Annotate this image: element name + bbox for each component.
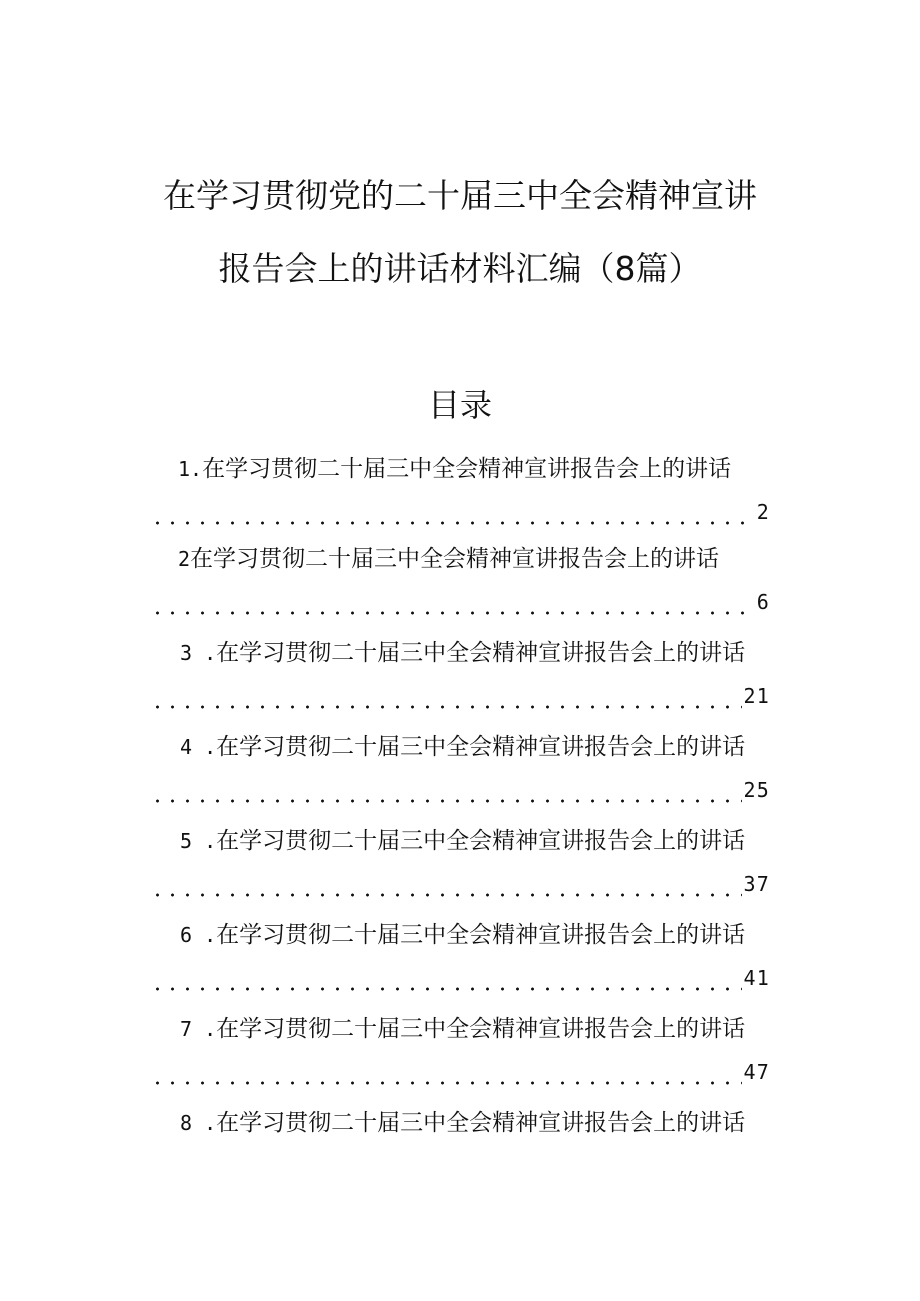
toc-entry-number: 4 . (180, 735, 217, 759)
toc-entry-number: 2 (178, 547, 191, 571)
toc-entry-title (178, 455, 731, 483)
document-title-line-2: 报告会上的讲话材料汇编（8篇） (218, 249, 702, 288)
toc-entry-number: 6 . (180, 923, 217, 947)
toc-entry-text: 在学习贯彻二十届三中全会精神宣讲报告会上的讲话 (216, 734, 746, 760)
toc-entry-1[interactable] (0, 455, 920, 549)
dot-leader (150, 965, 742, 991)
toc-entry-title (180, 639, 745, 667)
toc-leader-row (150, 777, 770, 803)
toc-entry-text: 在学习贯彻二十届三中全会精神宣讲报告会上的讲话 (190, 546, 720, 572)
toc-heading: 目录 (427, 386, 492, 424)
dot-leader (150, 1059, 742, 1085)
toc-entry-title (180, 827, 745, 855)
toc-entry-4[interactable] (0, 733, 920, 827)
toc-page-number: 6 (756, 590, 770, 614)
toc-page-number: 21 (743, 684, 770, 708)
toc-entry-text: 在学习贯彻二十届三中全会精神宣讲报告会上的讲话 (216, 640, 746, 666)
toc-entry-title (180, 1015, 745, 1043)
toc-leader-row (150, 499, 770, 525)
toc-leader-row (150, 1059, 770, 1085)
toc-entry-2[interactable] (0, 545, 920, 639)
toc-leader-row (150, 683, 770, 709)
toc-entry-title (180, 733, 745, 761)
toc-page-number: 37 (743, 872, 770, 896)
dot-leader (150, 499, 755, 525)
dot-leader (150, 777, 742, 803)
toc-leader-row (150, 965, 770, 991)
toc-entry-text: 在学习贯彻二十届三中全会精神宣讲报告会上的讲话 (216, 1110, 746, 1136)
toc-entry-3[interactable] (0, 639, 920, 733)
toc-page-number: 47 (743, 1060, 770, 1084)
toc-entry-number: 7 . (180, 1017, 217, 1041)
dot-leader (150, 589, 755, 615)
toc-leader-row (150, 871, 770, 897)
toc-page-number: 2 (756, 500, 770, 524)
toc-entry-7[interactable] (0, 1015, 920, 1109)
toc-entry-text: 在学习贯彻二十届三中全会精神宣讲报告会上的讲话 (216, 828, 746, 854)
toc-entry-text: 在学习贯彻二十届三中全会精神宣讲报告会上的讲话 (216, 1016, 746, 1042)
toc-entry-number: 1. (178, 457, 203, 481)
toc-page-number: 41 (743, 966, 770, 990)
toc-page-number: 25 (743, 778, 770, 802)
toc-entry-text: 在学习贯彻二十届三中全会精神宣讲报告会上的讲话 (216, 922, 746, 948)
toc-entry-text: 在学习贯彻二十届三中全会精神宣讲报告会上的讲话 (202, 456, 732, 482)
toc-entry-title (178, 545, 719, 573)
toc-entry-number: 8 . (180, 1111, 217, 1135)
dot-leader (150, 871, 742, 897)
toc-entry-6[interactable] (0, 921, 920, 1015)
toc-entry-8[interactable] (0, 1109, 920, 1149)
toc-leader-row (150, 589, 770, 615)
document-title-line-1: 在学习贯彻党的二十届三中全会精神宣讲 (163, 176, 757, 215)
toc-entry-number: 3 . (180, 641, 217, 665)
toc-entry-title (180, 921, 745, 949)
toc-entry-title (180, 1109, 745, 1137)
toc-entry-number: 5 . (180, 829, 217, 853)
toc-entry-5[interactable] (0, 827, 920, 921)
dot-leader (150, 683, 742, 709)
